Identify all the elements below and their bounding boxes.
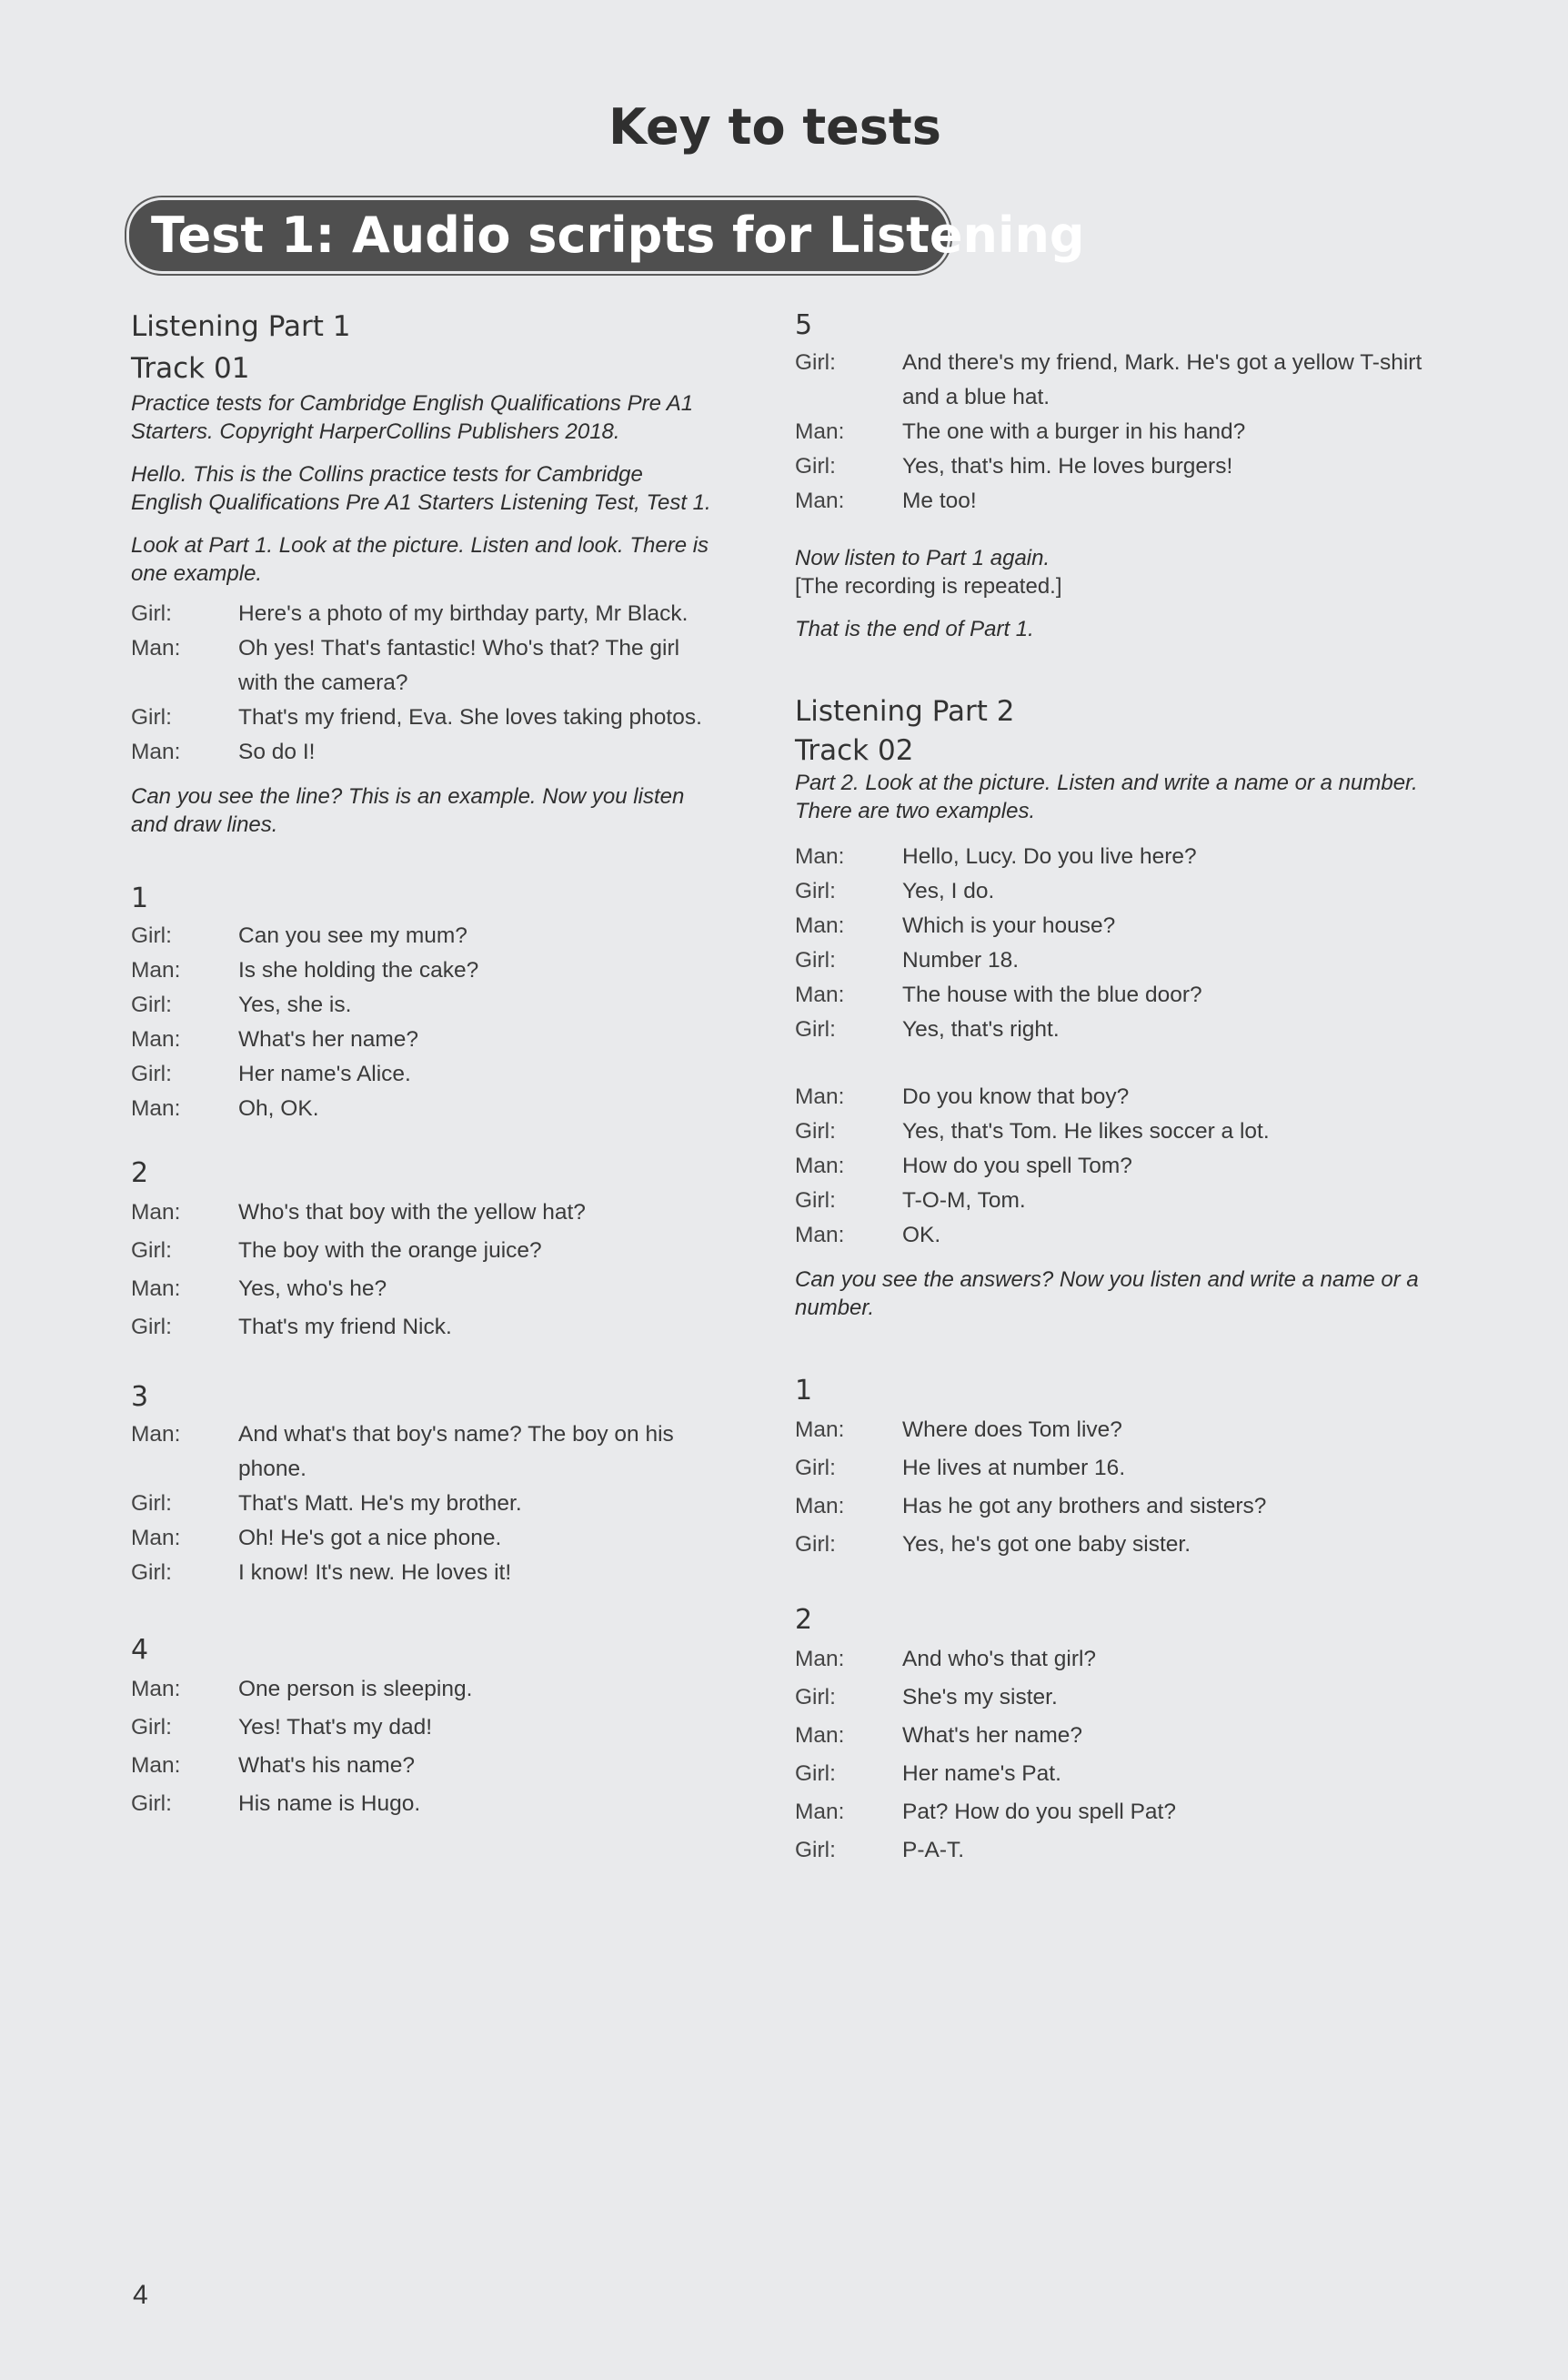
dialogue-line	[131, 597, 713, 631]
dialogue-line	[131, 1417, 713, 1487]
line-text: So do I!	[238, 740, 316, 764]
section-dialogue	[131, 1417, 713, 1590]
speaker-label: Man:	[131, 1276, 181, 1301]
line-text: Oh! He's got a nice phone.	[238, 1526, 502, 1550]
intro-note: Hello. This is the Collins practice tests for Cambridge English Qualifications Pre A1 Starters Listening Test, Test 1.	[131, 462, 711, 515]
dialogue-line	[131, 1556, 713, 1590]
speaker-label: Girl:	[131, 1791, 172, 1816]
dialogue-line	[795, 1488, 1450, 1526]
line-text: That's Matt. He's my brother.	[238, 1491, 522, 1516]
line-text: Yes! That's my dad!	[238, 1715, 433, 1740]
line-text: Has he got any brothers and sisters?	[902, 1494, 1267, 1518]
speaker-label: Girl:	[131, 1238, 172, 1263]
page-title: Key to tests	[608, 98, 941, 156]
speaker-label: Man:	[795, 983, 845, 1007]
speaker-label: Man:	[795, 844, 845, 869]
dialogue-line	[795, 1717, 1450, 1755]
dialogue-line	[795, 1755, 1450, 1793]
speaker-label: Man:	[795, 1494, 845, 1518]
section-dialogue	[795, 1411, 1450, 1564]
example-dialogue-b	[795, 1080, 1450, 1253]
dialogue-line	[795, 1449, 1450, 1488]
line-text: Yes, he's got one baby sister.	[902, 1532, 1191, 1557]
line-text: Me too!	[902, 489, 977, 513]
speaker-label: Girl:	[131, 1560, 172, 1585]
dialogue-line	[795, 1526, 1450, 1564]
line-text: And what's that boy's name? The boy on his phone.	[238, 1422, 674, 1481]
line-text: And there's my friend, Mark. He's got a yellow T-shirt and a blue hat.	[902, 350, 1422, 409]
dialogue-line	[131, 1709, 713, 1747]
end-part1-note: That is the end of Part 1.	[795, 617, 1034, 641]
dialogue-line	[131, 1670, 713, 1709]
dialogue-line	[795, 1080, 1450, 1114]
line-text: Yes, I do.	[902, 879, 995, 903]
line-text: Oh, OK.	[238, 1096, 319, 1121]
line-text: Hello, Lucy. Do you live here?	[902, 844, 1197, 869]
line-text: Yes, that's Tom. He likes soccer a lot.	[902, 1119, 1270, 1144]
speaker-label: Girl:	[131, 1315, 172, 1339]
line-text: Yes, she is.	[238, 993, 352, 1017]
line-text: Yes, who's he?	[238, 1276, 387, 1301]
speaker-label: Girl:	[131, 1491, 172, 1516]
line-text: And who's that girl?	[902, 1647, 1097, 1671]
speaker-label: Girl:	[795, 1685, 836, 1709]
line-text: Can you see my mum?	[238, 923, 467, 948]
example-dialogue-a	[795, 840, 1450, 1047]
speaker-label: Man:	[795, 1084, 845, 1109]
line-text: What's her name?	[902, 1723, 1083, 1748]
line-text: Where does Tom live?	[902, 1417, 1122, 1442]
speaker-label: Man:	[131, 1526, 181, 1550]
after-example-note: Can you see the line? This is an example. Now you listen and draw lines.	[131, 784, 685, 837]
speaker-label: Man:	[795, 1800, 845, 1824]
instruction-note: Look at Part 1. Look at the picture. Listen and look. There is one example.	[131, 533, 709, 586]
speaker-label: Girl:	[795, 1761, 836, 1786]
dialogue-line	[795, 1679, 1450, 1717]
speaker-label: Girl:	[131, 601, 172, 626]
speaker-label: Man:	[131, 1027, 181, 1052]
line-text: Her name's Pat.	[902, 1761, 1061, 1786]
line-text: Is she holding the cake?	[238, 958, 479, 983]
speaker-label: Girl:	[795, 1532, 836, 1557]
dialogue-line	[795, 1218, 1450, 1253]
speaker-label: Girl:	[131, 1062, 172, 1086]
speaker-label: Man:	[131, 958, 181, 983]
section-dialogue	[131, 1670, 713, 1823]
line-text: P-A-T.	[902, 1838, 965, 1862]
dialogue-line	[795, 1640, 1450, 1679]
speaker-label: Girl:	[795, 1456, 836, 1480]
dialogue-line	[795, 1184, 1450, 1218]
dialogue-line	[795, 484, 1450, 519]
speaker-label: Man:	[131, 1422, 181, 1447]
dialogue-line	[131, 701, 713, 735]
section-number: 1	[795, 1375, 813, 1407]
speaker-label: Man:	[795, 1154, 845, 1178]
line-text: How do you spell Tom?	[902, 1154, 1132, 1178]
line-text: Yes, that's right.	[902, 1017, 1060, 1042]
dialogue-line	[131, 953, 713, 988]
line-text: That's my friend Nick.	[238, 1315, 452, 1339]
dialogue-line	[795, 909, 1450, 943]
dialogue-line	[795, 1831, 1450, 1870]
dialogue-line	[795, 840, 1450, 874]
part-heading: Listening Part 1	[131, 310, 351, 343]
dialogue-line	[131, 1057, 713, 1092]
speaker-label: Man:	[795, 489, 845, 513]
dialogue-line	[795, 874, 1450, 909]
speaker-label: Girl:	[795, 1119, 836, 1144]
dialogue-line	[795, 1793, 1450, 1831]
dialogue-line	[131, 1521, 713, 1556]
right-column	[795, 306, 1450, 1870]
dialogue-line	[795, 346, 1450, 415]
spacer	[795, 1047, 1450, 1080]
speaker-label: Man:	[131, 1200, 181, 1225]
speaker-label: Girl:	[795, 454, 836, 479]
line-text: Pat? How do you spell Pat?	[902, 1800, 1176, 1824]
dialogue-line	[795, 943, 1450, 978]
line-text: His name is Hugo.	[238, 1791, 421, 1816]
line-text: Here's a photo of my birthday party, Mr Black.	[238, 601, 689, 626]
section-number: 2	[131, 1157, 149, 1189]
dialogue-line	[795, 1114, 1450, 1149]
part2-heading: Listening Part 2	[795, 695, 1015, 728]
dialogue-line	[131, 919, 713, 953]
track-heading: Track 01	[131, 352, 250, 385]
speaker-label: Girl:	[795, 1017, 836, 1042]
line-text: I know! It's new. He loves it!	[238, 1560, 512, 1585]
after-examples-note: Can you see the answers? Now you listen and write a name or a number.	[795, 1267, 1419, 1320]
speaker-label: Man:	[131, 740, 181, 764]
speaker-label: Man:	[795, 1647, 845, 1671]
left-column	[131, 306, 713, 1823]
line-text: OK.	[902, 1223, 941, 1247]
repeated-note: [The recording is repeated.]	[795, 574, 1062, 599]
dialogue-line	[131, 1747, 713, 1785]
line-text: That's my friend, Eva. She loves taking photos.	[238, 705, 702, 730]
line-text: The boy with the orange juice?	[238, 1238, 542, 1263]
speaker-label: Man:	[131, 1096, 181, 1121]
dialogue-line	[795, 1013, 1450, 1047]
page-number: 4	[133, 2280, 148, 2310]
section-dialogue	[131, 1194, 713, 1346]
dialogue-line	[131, 1194, 713, 1232]
part2-instruction: Part 2. Look at the picture. Listen and write a name or a number. There are two examples.	[795, 771, 1418, 823]
speaker-label: Girl:	[131, 1715, 172, 1740]
speaker-label: Man:	[795, 1417, 845, 1442]
line-text: T-O-M, Tom.	[902, 1188, 1026, 1213]
line-text: Who's that boy with the yellow hat?	[238, 1200, 586, 1225]
section-number: 3	[131, 1381, 149, 1413]
dialogue-line	[131, 1270, 713, 1308]
speaker-label: Man:	[795, 913, 845, 938]
speaker-label: Girl:	[795, 1838, 836, 1862]
speaker-label: Man:	[131, 1677, 181, 1701]
section-number: 4	[131, 1634, 149, 1666]
line-text: He lives at number 16.	[902, 1456, 1126, 1480]
dialogue-line	[795, 1411, 1450, 1449]
line-text: One person is sleeping.	[238, 1677, 473, 1701]
line-text: Number 18.	[902, 948, 1020, 973]
speaker-label: Girl:	[795, 1188, 836, 1213]
section-number: 2	[795, 1604, 813, 1636]
line-text: The house with the blue door?	[902, 983, 1202, 1007]
section-dialogue	[131, 919, 713, 1126]
line-text: Yes, that's him. He loves burgers!	[902, 454, 1233, 479]
line-text: Her name's Alice.	[238, 1062, 411, 1086]
speaker-label: Girl:	[131, 705, 172, 730]
line-text: Do you know that boy?	[902, 1084, 1130, 1109]
speaker-label: Girl:	[131, 923, 172, 948]
dialogue-line	[131, 631, 713, 701]
dialogue-line	[131, 735, 713, 770]
speaker-label: Girl:	[795, 879, 836, 903]
section-banner: Test 1: Audio scripts for Listening	[129, 200, 948, 271]
dialogue-line	[795, 978, 1450, 1013]
line-text: What's his name?	[238, 1753, 415, 1778]
speaker-label: Man:	[795, 1723, 845, 1748]
speaker-label: Man:	[795, 419, 845, 444]
dialogue-line	[131, 988, 713, 1023]
listen-again-note: Now listen to Part 1 again.	[795, 546, 1050, 570]
section-dialogue	[795, 1640, 1450, 1870]
line-text: She's my sister.	[902, 1685, 1058, 1709]
example-dialogue	[131, 597, 713, 770]
dialogue-line	[795, 449, 1450, 484]
speaker-label: Man:	[131, 1753, 181, 1778]
speaker-label: Girl:	[795, 948, 836, 973]
dialogue-line	[131, 1308, 713, 1346]
section-number: 1	[131, 882, 149, 914]
dialogue-line	[131, 1487, 713, 1521]
speaker-label: Man:	[131, 636, 181, 661]
dialogue-line	[795, 1149, 1450, 1184]
speaker-label: Girl:	[131, 993, 172, 1017]
line-text: Which is your house?	[902, 913, 1116, 938]
line-text: Oh yes! That's fantastic! Who's that? The girl with the camera?	[238, 636, 680, 695]
dialogue-line	[795, 415, 1450, 449]
speaker-label: Man:	[795, 1223, 845, 1247]
line-text: What's her name?	[238, 1027, 419, 1052]
dialogue-line	[131, 1023, 713, 1057]
dialogue-line	[131, 1092, 713, 1126]
section-number: 5	[795, 309, 813, 341]
copyright-note: Practice tests for Cambridge English Qualifications Pre A1 Starters. Copyright HarperCollins Publishers 2018.	[131, 391, 694, 444]
dialogue-line	[131, 1785, 713, 1823]
section-dialogue	[795, 346, 1450, 519]
line-text: The one with a burger in his hand?	[902, 419, 1246, 444]
speaker-label: Girl:	[795, 350, 836, 375]
track2-heading: Track 02	[795, 734, 914, 767]
dialogue-line	[131, 1232, 713, 1270]
